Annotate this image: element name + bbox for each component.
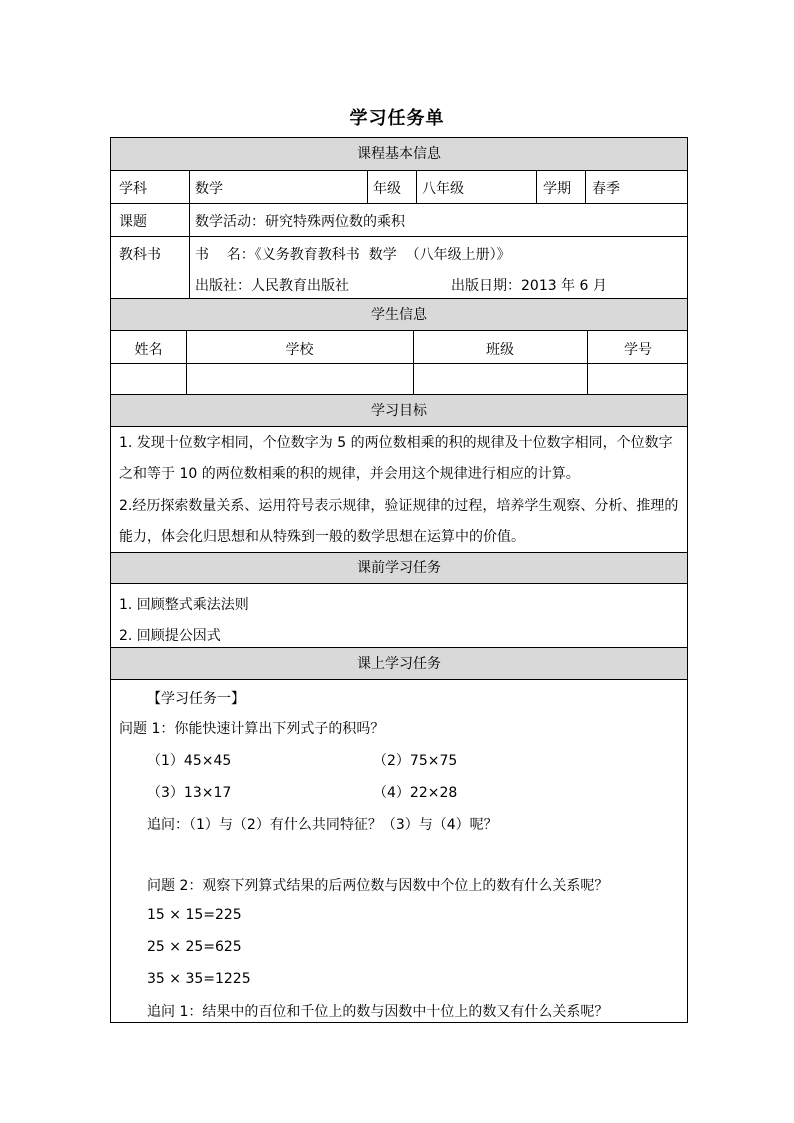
row-divider: [111, 236, 687, 237]
task1-title: 【学习任务一】: [147, 691, 245, 707]
pre-task-2: 2. 回顾提公因式: [119, 628, 221, 644]
student-info-header: 学生信息: [111, 298, 687, 331]
pub-date: 出版日期：2013 年 6 月: [451, 278, 607, 294]
grade-label: 年级: [373, 181, 401, 197]
objective-1: 1. 发现十位数字相同，个位数字为 5 的两位数相乘的积的规律及十位数字相同，个位数字之和等于 10 的两位数相乘的积的规律，并会用这个规律进行相应的计算。: [119, 435, 673, 482]
equation-2: 25 × 25=625: [147, 939, 242, 955]
calc-4: （4）22×28: [373, 785, 458, 801]
col-divider: [189, 171, 190, 298]
class-tasks-header: 课上学习任务: [111, 647, 687, 680]
objectives-header: 学习目标: [111, 394, 687, 427]
subject-label: 学科: [119, 181, 147, 197]
followup-1: 追问：（1）与（2）有什么共同特征？（3）与（4）呢？: [147, 817, 498, 833]
equation-3: 35 × 35=1225: [147, 971, 251, 987]
pre-task-1: 1. 回顾整式乘法法则: [119, 597, 249, 613]
topic-label: 课题: [119, 214, 147, 230]
school-label: 学校: [285, 342, 314, 358]
calc-1: （1）45×45: [147, 753, 232, 769]
followup-2: 追问 1：结果中的百位和千位上的数与因数中十位上的数又有什么关系呢？: [147, 1004, 609, 1020]
objective-2: 2.经历探索数量关系、运用符号表示规律，验证规律的过程，培养学生观察、分析、推理的能力，体会化归思想和从特殊到一般的数学思想在运算中的价值。: [119, 498, 679, 545]
col-divider: [536, 171, 537, 203]
pre-tasks-header: 课前学习任务: [111, 552, 687, 584]
task-sheet-table: [110, 137, 688, 1023]
calc-2: （2）75×75: [373, 753, 458, 769]
topic-value: 数学活动：研究特殊两位数的乘积: [195, 214, 405, 230]
col-divider: [585, 171, 586, 203]
question-1: 问题 1：你能快速计算出下列式子的积吗？: [119, 721, 385, 737]
col-divider: [367, 171, 368, 203]
row-divider: [111, 363, 687, 364]
term-value: 春季: [592, 181, 620, 197]
publisher: 出版社：人民教育出版社: [195, 278, 349, 294]
row-divider: [111, 203, 687, 204]
term-label: 学期: [543, 181, 571, 197]
name-label: 姓名: [134, 342, 163, 358]
question-2: 问题 2：观察下列算式结果的后两位数与因数中个位上的数有什么关系呢？: [147, 878, 609, 894]
student-id-label: 学号: [624, 342, 652, 358]
equation-1: 15 × 15=225: [147, 907, 242, 923]
class-label: 班级: [486, 342, 514, 358]
course-info-header: 课程基本信息: [111, 138, 687, 171]
subject-value: 数学: [195, 181, 223, 197]
textbook-label: 教科书: [119, 247, 161, 263]
page-title: 学习任务单: [349, 108, 445, 129]
calc-3: （3）13×17: [147, 785, 232, 801]
grade-value: 八年级: [422, 181, 464, 197]
book-name: 书 名：《义务教育教科书 数学 （八年级上册）》: [195, 247, 511, 263]
col-divider: [416, 171, 417, 203]
